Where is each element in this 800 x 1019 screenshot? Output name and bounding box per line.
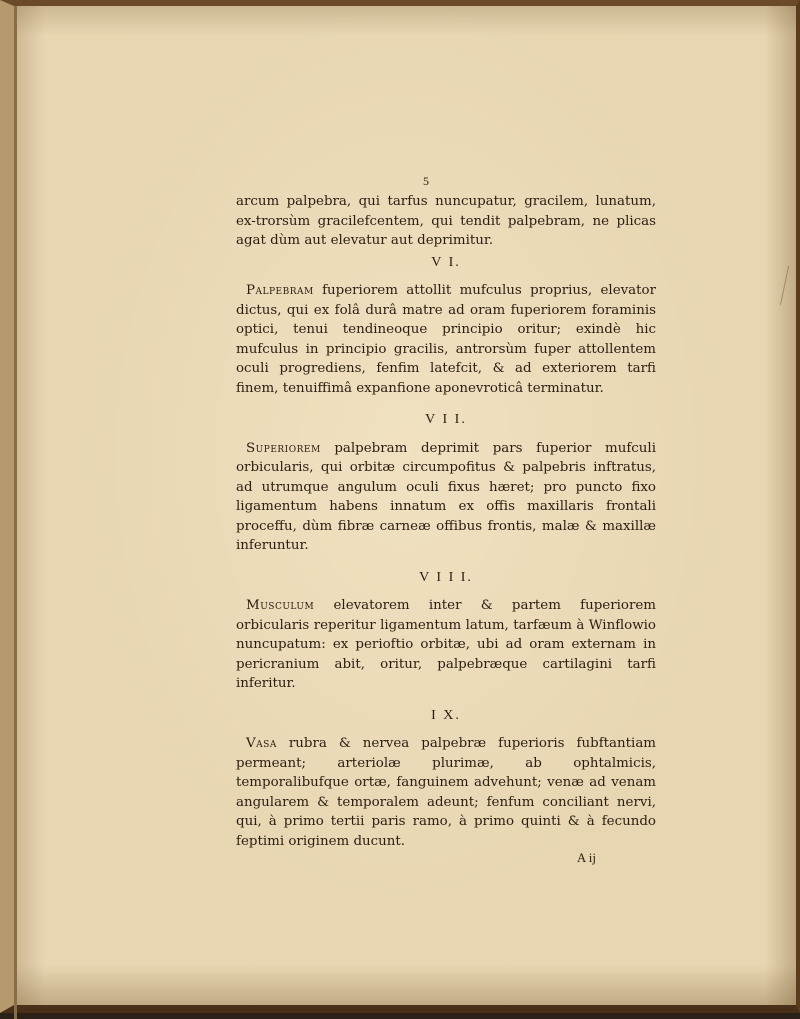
section-lead-word: Musculum: [246, 598, 315, 613]
section-paragraph-vi: [236, 281, 656, 398]
page-spine-edge: [14, 6, 17, 1019]
paper-stain: [780, 266, 795, 307]
section-numeral-viii: V I I I.: [419, 569, 473, 585]
section-paragraph-vii: [236, 439, 656, 556]
section-body: rubra & nervea palpebræ fuperioris fubftantiam permeant; arteriolæ plurimæ, ab ophtalmicis, temporalibufque ortæ, fanguinem advehunt; venæ ad venam angularem & temporalem adeunt; fenfum conciliant nervi, qui, à primo tertii paris ramo, à primo quinti & à fecundo feptimi originem ducunt.: [236, 736, 656, 849]
section-lead-word: Vasa: [246, 736, 277, 751]
opening-paragraph: arcum palpebra, qui tarfus nuncupatur, gracilem, lunatum, ex-trorsùm gracilefcentem, qui tendit palpebram, ne plicas agat dùm aut elevatur aut deprimitur.: [236, 194, 656, 248]
section-lead-word: Superiorem: [246, 440, 321, 456]
section-numeral-ix: I X.: [431, 707, 461, 723]
signature-mark: A ij: [576, 850, 596, 865]
section-lead-word: Palpebram: [246, 283, 314, 298]
text-column: [236, 176, 656, 868]
section-body: palpebram deprimit pars fuperior mufculi orbicularis, qui orbitæ circumpofitus & palpebris inftratus, ad utrumque angulum oculi fixus hæret; pro puncto fixo ligamentum habens innatum ex offis maxillaris frontali proceffu, dùm fibræ carneæ offibus frontis, malæ & maxillæ inferuntur.: [236, 440, 656, 553]
page-number: 5: [423, 174, 429, 188]
section-numeral-vi: V I.: [431, 254, 461, 270]
section-numeral-vii: V I I.: [425, 412, 467, 427]
section-paragraph-ix: [236, 734, 656, 851]
section-body: elevatorem inter & partem fuperiorem orbicularis reperitur ligamentum latum, tarfæum à Winflowio nuncupatum: ex perioftio orbitæ, ubi ad oram externam in pericranium abit, oritur, palpebræque cartilagini tarfi inferitur.: [236, 598, 656, 691]
section-paragraph-viii: [236, 596, 656, 694]
section-body: fuperiorem attollit mufculus proprius, elevator dictus, qui ex folâ durâ matre ad oram fuperiorem foraminis optici, tenui tendineoque principio oritur; exindè hic mufculus in principio gracilis, antrorsùm fuper attollentem oculi progrediens, fenfim latefcit, & ad exteriorem tarfi finem, tenuiffimâ expanfione aponevroticâ terminatur.: [236, 283, 657, 396]
